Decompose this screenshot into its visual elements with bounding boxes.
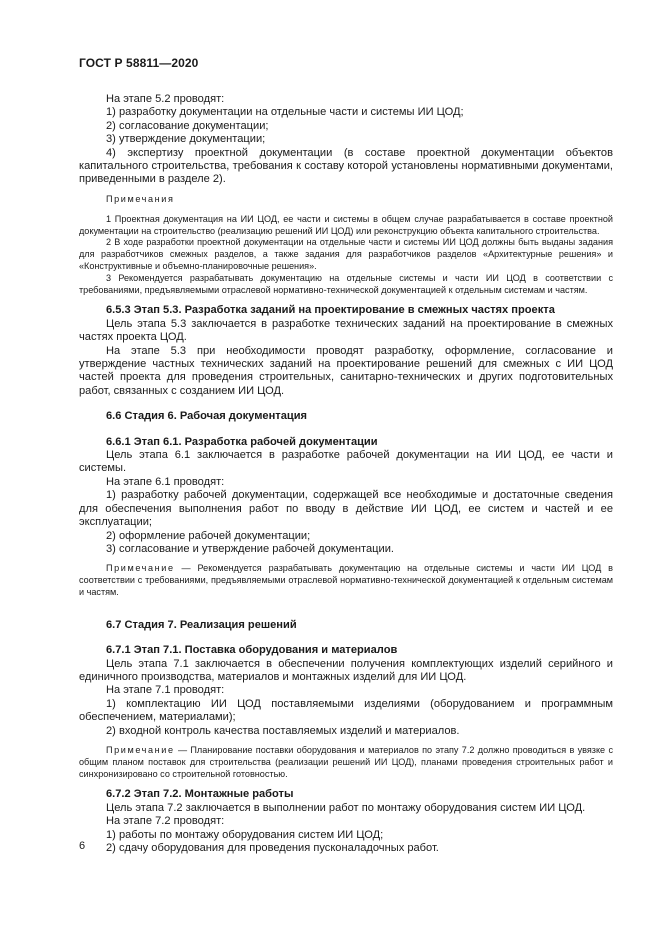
subsection-heading: 6.7.1 Этап 7.1. Поставка оборудования и материалов [106,644,398,657]
paragraph: На этапе 5.3 при необходимости проводят разработку, оформление, согласование и утверждение частных технических заданий на проектирование решений для смежных с ИИ ЦОД частей проекта для проведения строительных, санитарно-технических и других подготовительных работ, связанных с созданием ИИ ЦОД. [79,344,613,397]
paragraph: Цель этапа 7.2 заключается в выполнении работ по монтажу оборудования систем ИИ ЦОД. [106,801,586,814]
paragraph: Цель этапа 6.1 заключается в разработке рабочей документации на ИИ ЦОД, ее части и системы. [79,449,613,475]
section-heading: 6.6 Стадия 6. Рабочая документация [106,410,307,423]
list-item: 2) сдачу оборудования для проведения пусконаладочных работ. [106,841,439,854]
document-body [79,93,613,855]
list-item: 2) оформление рабочей документации; [106,529,311,542]
list-item: 1) комплектацию ИИ ЦОД поставляемыми изделиями (оборудованием и программным обеспечением, материалами); [79,697,613,724]
document-header: ГОСТ Р 58811—2020 [79,56,199,70]
paragraph: На этапе 5.2 проводят: [106,93,225,105]
section-heading: 6.7 Стадия 7. Реализация решений [106,618,297,631]
subsection-heading: 6.6.1 Этап 6.1. Разработка рабочей документации [106,435,378,448]
page-number: 6 [79,840,86,852]
list-item: 2) входной контроль качества поставляемых изделий и материалов. [106,724,460,737]
list-item: 1) работы по монтажу оборудования систем ИИ ЦОД; [106,828,384,841]
note-label: Примечание [106,744,175,755]
paragraph: На этапе 6.1 проводят: [106,475,225,488]
list-item: 1) разработку документации на отдельные части и системы ИИ ЦОД; [106,106,464,119]
paragraph: Цель этапа 5.3 заключается в разработке технических заданий на проектирование в смежных частях проекта ЦОД. [79,317,613,344]
list-item: 4) экспертизу проектной документации (в составе проектной документации объектов капитального строительства, требования к составу которой установлены нормативными документами, приведенными в разделе 2). [79,146,613,186]
note-text: — Планирование поставки оборудования и материалов по этапу 7.2 должно проводиться в увязке с общим планом поставок для строительства (реализации решений ИИ ЦОД), планами проведения строительных работ и синхронизировано со строительной готовностью. [79,744,613,779]
note-paragraph: 2 В ходе разработки проектной документации на отдельные части и системы ИИ ЦОД должны быть выданы задания для разработчиков смежных разделов, а также задания для разработчиков разделов «Архитектурные решения» и «Конструктивные и объемно-планировочные решения». [79,237,613,272]
paragraph: На этапе 7.1 проводят: [106,684,225,697]
list-item: 3) утверждение документации; [106,133,266,146]
note-label: Примечание [106,563,175,574]
note-paragraph [79,745,613,780]
list-item: 3) согласование и утверждение рабочей документации. [106,542,395,555]
note-text: — Рекомендуется разрабатывать документацию на отдельные системы и части ИИ ЦОД в соответствии с требованиями, предъявляемыми отраслевой нормативно-технической документацией к отдельным системам и частям. [79,563,613,597]
note-paragraph: 3 Рекомендуется разрабатывать документацию на отдельные системы и части ИИ ЦОД в соответствии с требованиями, предъявляемыми отраслевой нормативно-технической документацией к отдельным системам и частям. [79,272,613,295]
paragraph: На этапе 7.2 проводят: [106,815,225,828]
section-heading: 6.5.3 Этап 5.3. Разработка заданий на проектирование в смежных частях проекта [106,304,555,317]
notes-title: Примечания [106,193,175,204]
list-item: 1) разработку рабочей документации, содержащей все необходимые и достаточные сведения для обеспечения выполнения работ по вводу в действие ИИ ЦОД, ее систем и частей и ее эксплуатации; [79,489,613,529]
paragraph: Цель этапа 7.1 заключается в обеспечении получения комплектующих изделий серийного и единичного производства, материалов и монтажных изделий для ИИ ЦОД. [79,657,613,683]
subsection-heading: 6.7.2 Этап 7.2. Монтажные работы [106,788,294,801]
note-paragraph [79,563,613,598]
list-item: 2) согласование документации; [106,119,269,132]
note-paragraph: 1 Проектная документация на ИИ ЦОД, ее части и системы в общем случае разрабатывается в составе проектной документации на строительство (реализацию решений ИИ ЦОД) или реконструкцию объекта капитального строительства. [79,213,613,236]
